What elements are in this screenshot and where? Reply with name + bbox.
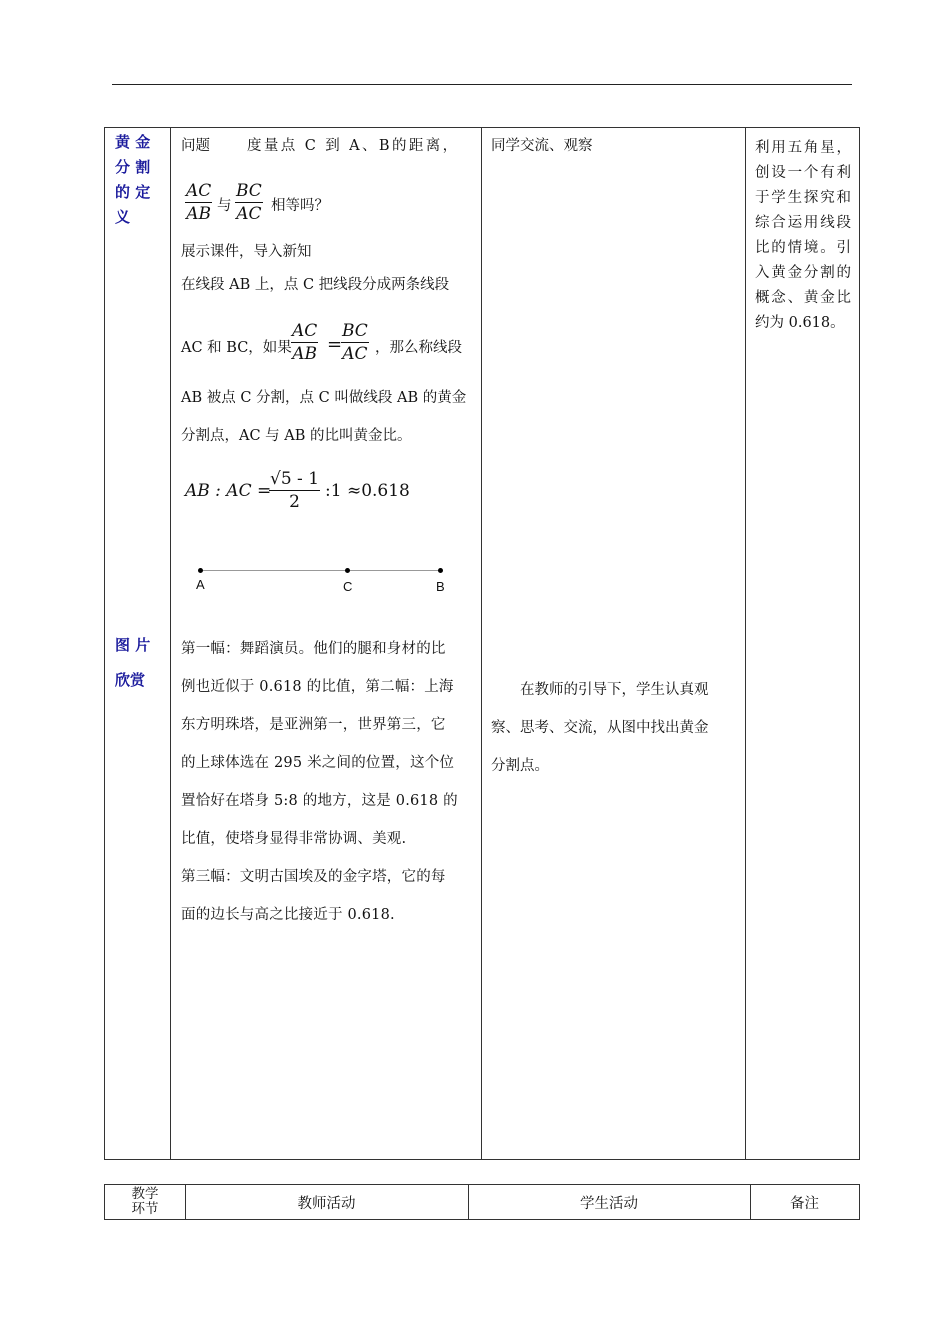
header-stage-line: 教学 (131, 1186, 159, 1202)
show-courseware-line: 展示课件，导入新知 (181, 244, 312, 260)
definition-line-2-pre: AC 和 BC，如果 (181, 340, 292, 356)
stage-label-line: 义 (115, 208, 131, 226)
formula-fraction (269, 468, 320, 513)
column-divider (481, 128, 482, 1159)
definition-line-2-post: ，那么称线段 (375, 340, 462, 356)
text-line: 例也近似于 0.618 的比值，第二幅：上海 (181, 679, 454, 695)
text-line: 在教师的引导下，学生认真观 (491, 682, 709, 698)
with-word: 与 (217, 198, 232, 214)
point-a-dot (198, 568, 203, 573)
fraction-numerator: BC (342, 321, 368, 341)
text-line: 的上球体选在 295 米之间的位置，这个位 (181, 755, 455, 771)
text-line: 察、思考、交流，从图中找出黄金 (491, 720, 709, 736)
fraction-bc-ac (235, 180, 263, 225)
header-student-activity: 学生活动 (580, 1195, 638, 1212)
stage-label-golden-section (115, 130, 163, 230)
header-rule (112, 84, 852, 85)
header-teacher-activity: 教师活动 (297, 1195, 356, 1212)
lesson-table (104, 127, 860, 1160)
student-activity-find-points (491, 671, 741, 785)
fraction-numerator: AC (292, 321, 318, 341)
fraction-numerator: BC (236, 181, 262, 201)
formula-lhs: AB : AC = (185, 481, 272, 501)
fraction-denominator: AC (236, 204, 262, 224)
fraction-bc-ac-def (341, 320, 369, 365)
fraction-numerator: AC (186, 181, 212, 201)
fraction-denominator: AB (186, 204, 212, 224)
definition-line-4: 分割点，AC 与 AB 的比叫黄金比。 (181, 428, 412, 444)
stage-label-line: 黄 金 (115, 133, 151, 151)
definition-line-1: 在线段 AB 上，点 C 把线段分成两条线段 (181, 277, 450, 293)
point-c-label: C (343, 579, 353, 594)
text-line: 第一幅：舞蹈演员。他们的腿和身材的比 (181, 641, 446, 657)
point-b-label: B (436, 579, 445, 594)
fraction-ac-ab-def (291, 320, 318, 365)
text-line: 分割点。 (491, 758, 549, 774)
fraction-denominator: 2 (289, 492, 300, 512)
header-notes: 备注 (790, 1195, 819, 1212)
next-table-header (104, 1184, 860, 1220)
picture-description (181, 630, 477, 934)
fraction-numerator: √5 - 1 (270, 469, 320, 489)
header-stage-line: 环节 (131, 1201, 159, 1217)
question-text: 度量点 C 到 A、B的距离， (247, 138, 460, 154)
fraction-ac-ab (185, 180, 212, 225)
fraction-denominator: AB (292, 344, 318, 364)
stage-label-line: 欣赏 (115, 671, 146, 689)
column-divider (745, 128, 746, 1159)
text-line: 面的边长与高之比接近于 0.618. (181, 907, 395, 923)
equals-sign: = (327, 334, 343, 355)
definition-line-3: AB 被点 C 分割，点 C 叫做线段 AB 的黄金 (181, 390, 467, 406)
point-a-label: A (196, 577, 205, 592)
question-prefix: 问题 (181, 138, 210, 154)
column-divider (170, 128, 171, 1159)
equal-question: 相等吗？ (271, 198, 329, 214)
fraction-denominator: AC (342, 344, 368, 364)
point-c-dot (345, 568, 350, 573)
text-line: 比值，使塔身显得非常协调、美观. (181, 831, 407, 847)
segment-ab (200, 570, 440, 571)
formula-rhs: :1 ≈0.618 (325, 481, 410, 501)
notes-text: 利用五角星，创设一个有利于学生探究和综合运用线段比的情境。引入黄金分割的概念、黄金比约为 0.618。 (755, 140, 851, 331)
text-line: 置恰好在塔身 5:8 的地方，这是 0.618 的 (181, 793, 458, 809)
student-activity-observe: 同学交流、观察 (491, 138, 593, 154)
stage-label-line: 图 片 (115, 636, 151, 654)
stage-label-picture-appreciation (115, 628, 163, 698)
stage-label-line: 的 定 (115, 183, 151, 201)
point-b-dot (438, 568, 443, 573)
text-line: 东方明珠塔，是亚洲第一，世界第三，它 (181, 717, 446, 733)
header-stage (105, 1185, 185, 1219)
stage-label-line: 分 割 (115, 158, 151, 176)
text-line: 第三幅：文明古国埃及的金字塔，它的每 (181, 869, 446, 885)
